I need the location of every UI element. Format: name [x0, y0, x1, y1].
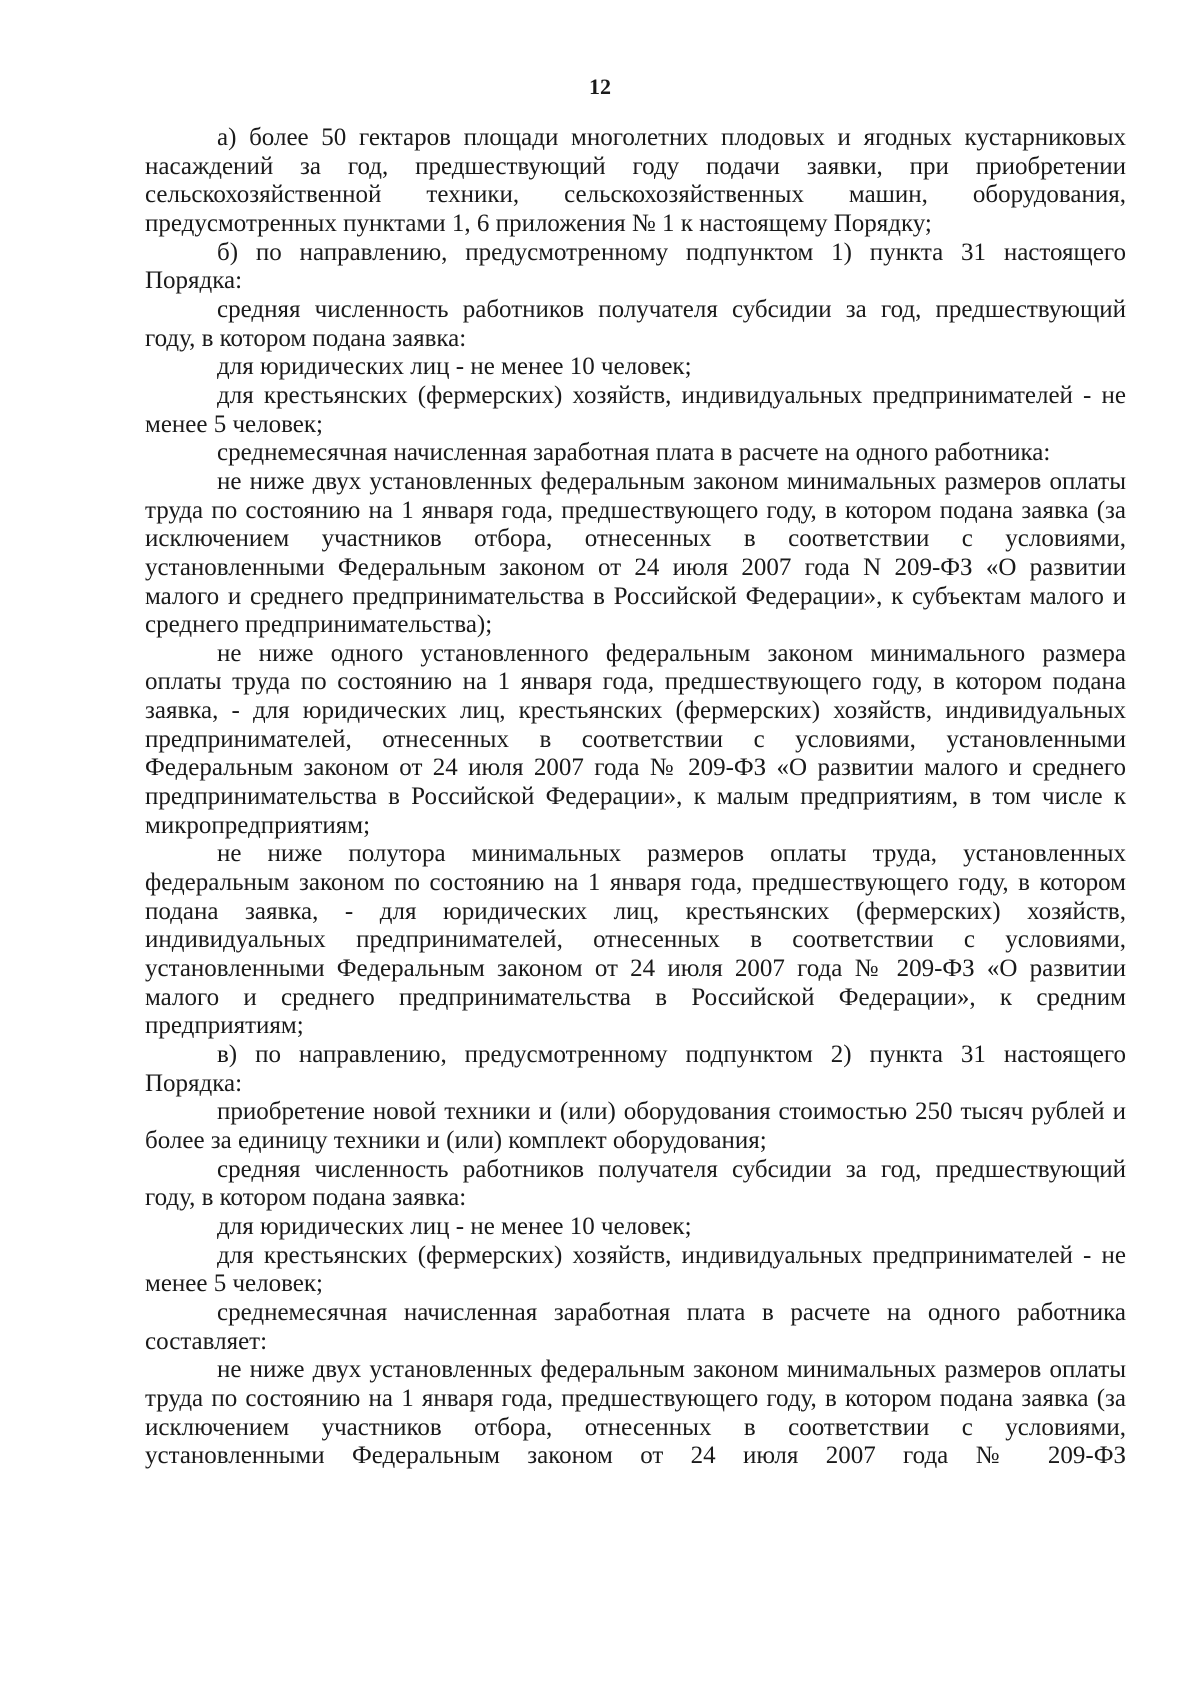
- paragraph: средняя численность работников получателя субсидии за год, предшествующий году, в котором подана заявка:: [145, 295, 1126, 352]
- paragraph: средняя численность работников получателя субсидии за год, предшествующий году, в котором подана заявка:: [145, 1155, 1126, 1212]
- paragraph: среднемесячная начисленная заработная плата в расчете на одного работника составляет:: [145, 1298, 1126, 1355]
- paragraph: для крестьянских (фермерских) хозяйств, индивидуальных предпринимателей - не менее 5 человек;: [145, 1241, 1126, 1298]
- paragraph: для крестьянских (фермерских) хозяйств, индивидуальных предпринимателей - не менее 5 человек;: [145, 381, 1126, 438]
- paragraph: не ниже одного установленного федеральным законом минимального размера оплаты труда по состоянию на 1 января года, предшествующего году, в котором подана заявка, - для юридических лиц, крестьянских (фермерских) хозяйств, индивидуальных предпринимателей, отнесенных в соответствии с условиями, установленными Федеральным законом от 24 июля 2007 года № 209-ФЗ «О развитии малого и среднего предпринимательства в Российской Федерации», к малым предприятиям, в том числе к микропредприятиям;: [145, 639, 1126, 839]
- paragraph: не ниже полутора минимальных размеров оплаты труда, установленных федеральным законом по состоянию на 1 января года, предшествующего году, в котором подана заявка, - для юридических лиц, крестьянских (фермерских) хозяйств, индивидуальных предпринимателей, отнесенных в соответствии с условиями, установленными Федеральным законом от 24 июля 2007 года № 209-ФЗ «О развитии малого и среднего предпринимательства в Российской Федерации», к средним предприятиям;: [145, 840, 1126, 1040]
- paragraph-v: в) по направлению, предусмотренному подпунктом 2) пункта 31 настоящего Порядка:: [145, 1041, 1126, 1097]
- page-number: 12: [589, 74, 611, 99]
- paragraph: для юридических лиц - не менее 10 человек;: [217, 1212, 692, 1240]
- paragraph: не ниже двух установленных федеральным законом минимальных размеров оплаты труда по состоянию на 1 января года, предшествующего году, в котором подана заявка (за исключением участников отбора, отнесенных в соответствии с условиями, установленными Федеральным законом от 24 июля 2007 года № 209-ФЗ: [145, 1356, 1126, 1470]
- document-body: [145, 124, 1126, 1471]
- paragraph: для юридических лиц - не менее 10 человек;: [217, 353, 692, 381]
- paragraph: не ниже двух установленных федеральным законом минимальных размеров оплаты труда по состоянию на 1 января года, предшествующего году, в котором подана заявка (за исключением участников отбора, отнесенных в соответствии с условиями, установленными Федеральным законом от 24 июля 2007 года N 209-ФЗ «О развитии малого и среднего предпринимательства в Российской Федерации», к субъектам малого и среднего предпринимательства);: [145, 467, 1126, 639]
- paragraph: среднемесячная начисленная заработная плата в расчете на одного работника:: [217, 439, 1051, 467]
- paragraph-b: б) по направлению, предусмотренному подпунктом 1) пункта 31 настоящего Порядка:: [145, 238, 1126, 295]
- paragraph-a: а) более 50 гектаров площади многолетних плодовых и ягодных кустарниковых насаждений за год, предшествующий году подачи заявки, при приобретении сельскохозяйственной техники, сельскохозяйственных машин, оборудования, предусмотренных пунктами 1, 6 приложения № 1 к настоящему Порядку;: [145, 124, 1126, 237]
- paragraph: приобретение новой техники и (или) оборудования стоимостью 250 тысяч рублей и более за единицу техники и (или) комплект оборудования;: [145, 1098, 1126, 1154]
